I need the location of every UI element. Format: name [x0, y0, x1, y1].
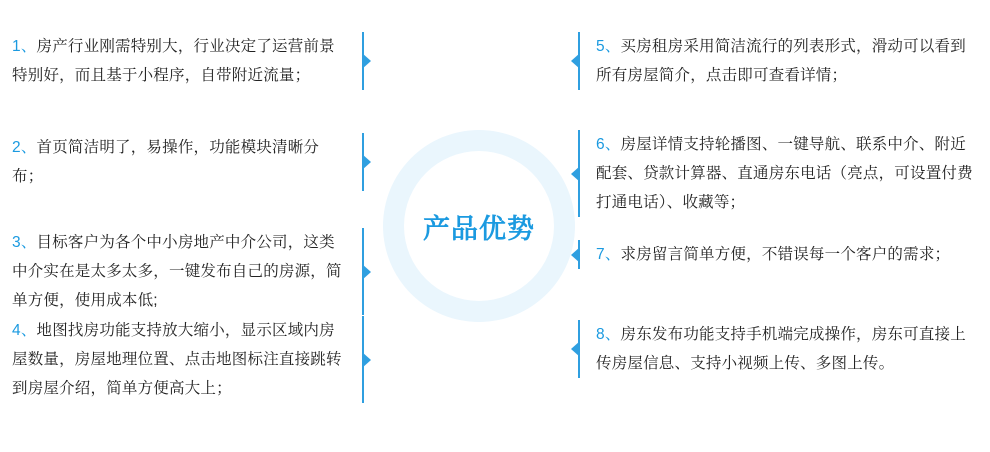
arrow-right-icon [362, 264, 371, 280]
arrow-left-icon [571, 53, 580, 69]
advantage-item-3 [12, 228, 364, 315]
arrow-left-icon [571, 166, 580, 182]
advantage-item-5-body: 买房租房采用简洁流行的列表形式，滑动可以看到所有房屋简介，点击即可查看详情； [596, 38, 966, 84]
advantage-item-8-text [596, 320, 978, 378]
advantage-item-6-text [596, 130, 978, 217]
advantage-item-3-number: 3、 [12, 234, 37, 251]
advantage-item-8-number: 8、 [596, 326, 621, 343]
advantage-item-2 [12, 133, 364, 191]
advantage-item-4-text [12, 316, 346, 403]
advantage-item-6-number: 6、 [596, 136, 621, 153]
arrow-right-icon [362, 352, 371, 368]
arrow-right-icon [362, 53, 371, 69]
advantage-item-5-number: 5、 [596, 38, 621, 55]
advantage-item-3-text [12, 228, 346, 315]
arrow-left-icon [571, 247, 580, 263]
advantage-item-8 [578, 320, 978, 378]
advantage-item-8-body: 房东发布功能支持手机端完成操作，房东可直接上传房屋信息、支持小视频上传、多图上传。 [596, 326, 966, 372]
advantage-item-5 [578, 32, 978, 90]
advantage-item-6-body: 房屋详情支持轮播图、一键导航、联系中介、附近配套、贷款计算器、直通房东电话（亮点，可设置付费打通电话）、收藏等； [596, 136, 973, 211]
advantage-item-1-body: 房产行业刚需特别大，行业决定了运营前景特别好，而且基于小程序，自带附近流量； [12, 38, 335, 84]
arrow-right-icon [362, 154, 371, 170]
advantage-item-1 [12, 32, 364, 90]
advantage-item-1-number: 1、 [12, 38, 37, 55]
advantage-item-5-text [596, 32, 978, 90]
advantage-item-2-text [12, 133, 346, 191]
advantage-item-3-body: 目标客户为各个中小房地产中介公司，这类中介实在是太多太多，一键发布自己的房源，简单方便，使用成本低; [12, 234, 342, 309]
center-circle [383, 130, 575, 322]
advantage-item-6 [578, 130, 978, 217]
page-title: 产品优势 [423, 213, 535, 244]
advantage-item-4-body: 地图找房功能支持放大缩小，显示区域内房屋数量，房屋地理位置、点击地图标注直接跳转到房屋介绍，简单方便高大上； [12, 322, 342, 397]
advantage-item-1-text [12, 32, 346, 90]
advantage-item-4-number: 4、 [12, 322, 37, 339]
advantage-item-7-body: 求房留言简单方便，不错误每一个客户的需求； [620, 246, 951, 263]
advantage-item-7-text [596, 240, 978, 269]
advantage-item-7-number: 7、 [596, 246, 621, 263]
advantage-item-2-body: 首页简洁明了，易操作，功能模块清晰分布； [12, 139, 320, 185]
advantage-item-2-number: 2、 [12, 139, 37, 156]
advantage-item-4 [12, 316, 364, 403]
advantage-item-7 [578, 240, 978, 269]
arrow-left-icon [571, 341, 580, 357]
center-circle-inner [404, 151, 554, 301]
